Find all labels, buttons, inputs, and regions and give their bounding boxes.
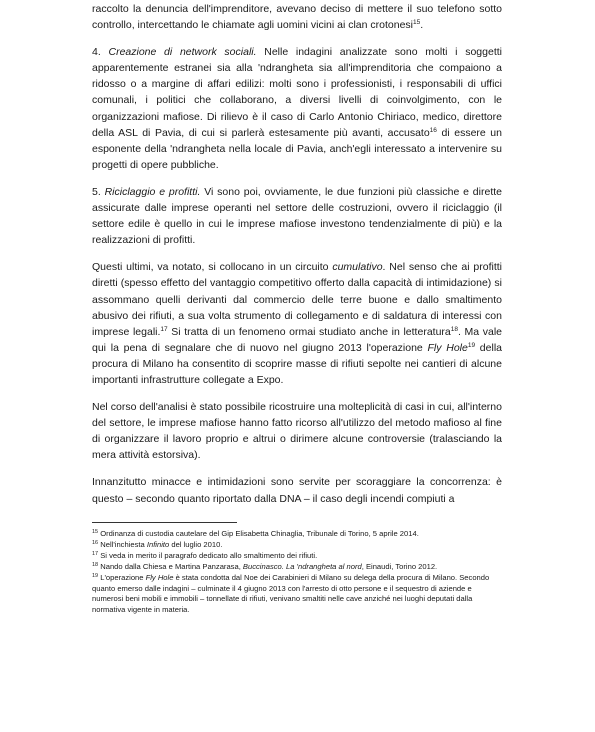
footnote-18: $^{18}$ Nando dalla Chiesa e Martina Panzarasa, Buccinasco. La 'ndrangheta al nord, Einaudi, Torino 2012. — [92, 561, 438, 571]
footnote-16: $^{16}$ Nell'inchiesta Infinito del luglio 2010. — [92, 539, 223, 549]
paragraph-social-networks: 4. Creazione di network sociali. Nelle indagini analizzate sono molti i soggetti apparentemente estranei sia alla 'ndrangheta sia all'imprenditoria che compaiono a ridosso o a margine di affari edilizi: molti sono i professionisti, i responsabili di uffici comunali, i politici che collaborano, a diversi livelli di coinvolgimento, con le organizzazioni mafiose. Di rilievo è il caso di Carlo Antonio Chiriaco, medico, direttore della ASL di Pavia, di cui si parlerà estesamente più avanti, accusato$^{16}$ di essere un esponente della 'ndrangheta nella locale di Pavia, anch'egli interessato a intervenire su progetti di opere pubbliche. — [92, 46, 502, 171]
paragraph-cumulative-circuit: Questi ultimi, va notato, si collocano in un circuito cumulativo. Nel senso che ai profitti diretti (spesso effetto del vantaggio competitivo offerto dalla capacità di intimidazione) si assommano quelli derivanti dal commercio delle terre buone e dallo smaltimento abusivo dei rifiuti, a sua volta strumento di collegamento e di saldatura di interessi con imprese legali.$^{17}$ Si tratta di un fenomeno ormai studiato anche in letteratura$^{18}$. Ma vale qui la pena di segnalare che di nuovo nel giugno 2013 l'operazione Fly Hole$^{19}$ della procura di Milano ha consentito di scoprire masse di rifiuti sepolte nei cantieri di alcune importanti infrastrutture collegate a Expo. — [92, 261, 502, 386]
footnote-19: $^{19}$ L'operazione Fly Hole è stata condotta dal Noe dei Carabinieri di Milano su delega della procura di Milano. Secondo quanto emerso dalle indagini – culminate il 4 giugno 2013 con l'arresto di otto persone e il sequestro di aziende e numerosi beni mobili e immobili – tonnellate di rifiuti, venivano smaltiti nelle cave anziché nei luoghi deputati dalla normativa vigente in materia. — [92, 572, 490, 615]
paragraph-laundering-profits: 5. Riciclaggio e profitti. Vi sono poi, ovviamente, le due funzioni più classiche e dirette assicurate dalle imprese operanti nel settore delle costruzioni, ovvero il riciclaggio (il settore edile è quello in cui le imprese mafiose investono tendenzialmente di più) e la realizzazioni di profitti. — [92, 185, 502, 247]
footnote-separator — [92, 522, 237, 523]
body-text — [92, 1, 502, 518]
footnote-17: $^{17}$ Si veda in merito il paragrafo dedicato allo smaltimento dei rifiuti. — [92, 550, 318, 560]
paragraph-continuation: raccolto la denuncia dell'imprenditore, avevano deciso di mettere il suo telefono sotto controllo, intercettando le chiamate agli uomini vicini ai clan crotonesi$^{15}$. — [92, 3, 502, 32]
footnote-15: $^{15}$ Ordinanza di custodia cautelare del Gip Elisabetta Chinaglia, Tribunale di Torino, 5 aprile 2014. — [92, 529, 419, 538]
paragraph-mafia-method: Nel corso dell'analisi è stato possibile ricostruire una molteplicità di casi in cui, all'interno del settore, le imprese mafiose hanno fatto ricorso all'utilizzo del metodo mafioso al fine di organizzare il lavoro proprio e altrui o dirimere alcune controversie (tralasciando la mera attività estorsiva). — [92, 401, 502, 462]
paragraph-intimidation: Innanzitutto minacce e intimidazioni sono servite per scoraggiare la concorrenza: è questo – secondo quanto riportato dalla DNA – il caso degli incendi compiuti a — [92, 476, 502, 505]
footnotes — [92, 529, 504, 616]
